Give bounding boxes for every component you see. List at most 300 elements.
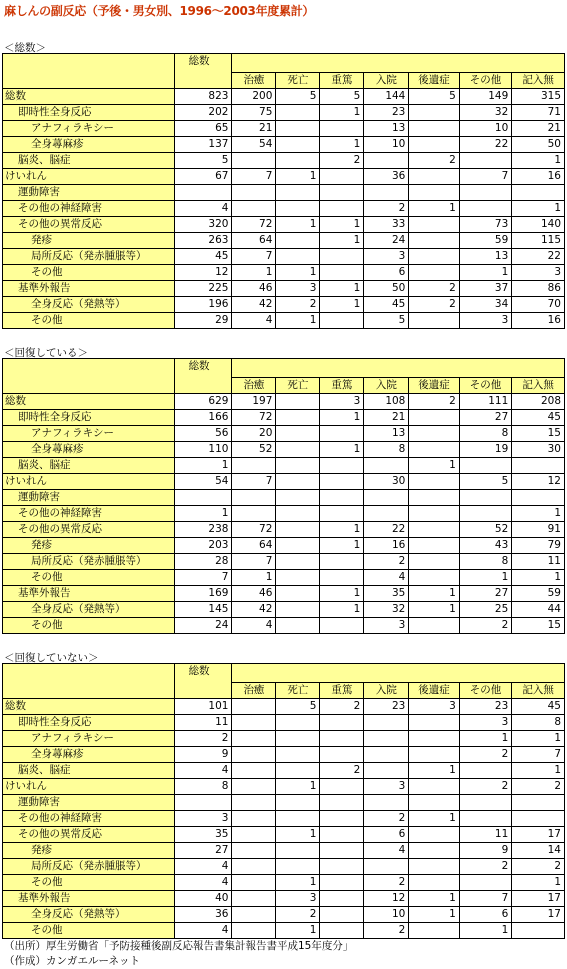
table-cell: 144 <box>364 89 409 105</box>
table-cell <box>232 843 276 859</box>
table-cell <box>320 875 364 891</box>
table-cell: 3 <box>459 313 512 329</box>
table-cell <box>512 811 565 827</box>
table-row <box>3 875 565 891</box>
table-row <box>3 923 565 939</box>
table-cell: 2 <box>320 153 364 169</box>
table-cell <box>276 185 320 201</box>
row-label: アナフィラキシー <box>3 731 175 747</box>
section-label: ＜回復していない＞ <box>4 652 99 664</box>
table-cell: 3 <box>364 249 409 265</box>
table-cell: 2 <box>320 699 364 715</box>
table-cell: 8 <box>364 442 409 458</box>
row-label: 全身反応（発熱等） <box>3 297 175 313</box>
table-cell: 225 <box>174 281 232 297</box>
table-cell <box>232 811 276 827</box>
table-cell: 22 <box>364 522 409 538</box>
table-cell: 16 <box>512 169 565 185</box>
table-cell: 5 <box>459 474 512 490</box>
table-cell: 13 <box>459 249 512 265</box>
table-cell <box>232 779 276 795</box>
table-cell: 35 <box>174 827 232 843</box>
table-cell <box>276 522 320 538</box>
table-cell: 1 <box>320 522 364 538</box>
table-cell: 7 <box>174 570 232 586</box>
table-cell: 1 <box>276 827 320 843</box>
table-cell: 1 <box>459 265 512 281</box>
table-cell: 64 <box>232 233 276 249</box>
table-cell <box>320 249 364 265</box>
table-cell: 196 <box>174 297 232 313</box>
table-cell: 315 <box>512 89 565 105</box>
table-cell <box>320 859 364 875</box>
table-cell: 6 <box>364 827 409 843</box>
table-cell: 203 <box>174 538 232 554</box>
table-cell: 20 <box>232 426 276 442</box>
table-cell: 2 <box>409 394 459 410</box>
table-cell <box>276 121 320 137</box>
table-cell <box>459 201 512 217</box>
table-row <box>3 105 565 121</box>
table-cell <box>320 185 364 201</box>
table-cell <box>320 827 364 843</box>
footer-author: （作成）カンガエルーネット <box>4 955 140 967</box>
table-cell <box>459 185 512 201</box>
table-cell: 21 <box>512 121 565 137</box>
table-cell <box>409 843 459 859</box>
table-cell: 320 <box>174 217 232 233</box>
column-header: 入院 <box>364 378 409 394</box>
table-cell: 16 <box>364 538 409 554</box>
table-cell <box>232 859 276 875</box>
table-cell <box>232 699 276 715</box>
table-cell <box>320 715 364 731</box>
table-cell <box>320 907 364 923</box>
table-cell <box>276 474 320 490</box>
table-cell: 11 <box>459 827 512 843</box>
table-row <box>3 153 565 169</box>
table-cell: 71 <box>512 105 565 121</box>
table-cell <box>276 137 320 153</box>
table-cell: 7 <box>512 747 565 763</box>
table-cell <box>320 747 364 763</box>
table-cell <box>409 554 459 570</box>
table-row <box>3 795 565 811</box>
table-row <box>3 618 565 634</box>
table-cell: 2 <box>276 297 320 313</box>
table-cell <box>232 875 276 891</box>
table-cell <box>409 795 459 811</box>
row-label: その他 <box>3 875 175 891</box>
table-row <box>3 458 565 474</box>
table-cell <box>232 827 276 843</box>
table-cell: 29 <box>174 313 232 329</box>
table-cell <box>276 426 320 442</box>
table-row <box>3 907 565 923</box>
table-cell: 202 <box>174 105 232 121</box>
table-cell: 200 <box>232 89 276 105</box>
table-cell <box>320 474 364 490</box>
header-spacer <box>232 664 565 683</box>
table-cell <box>320 169 364 185</box>
table-row <box>3 731 565 747</box>
table-cell <box>364 458 409 474</box>
table-cell: 7 <box>459 891 512 907</box>
table-cell <box>512 795 565 811</box>
table-cell <box>320 426 364 442</box>
table-cell: 8 <box>512 715 565 731</box>
table-cell <box>409 313 459 329</box>
table-cell: 45 <box>364 297 409 313</box>
table-row <box>3 169 565 185</box>
table-cell: 8 <box>174 779 232 795</box>
table-cell <box>459 811 512 827</box>
row-label: けいれん <box>3 779 175 795</box>
table-row <box>3 827 565 843</box>
table-cell: 5 <box>276 89 320 105</box>
table-cell: 16 <box>512 313 565 329</box>
row-label: その他 <box>3 265 175 281</box>
column-header: 治癒 <box>232 73 276 89</box>
table-cell <box>364 731 409 747</box>
section-label: ＜総数＞ <box>4 42 46 54</box>
table-cell <box>409 875 459 891</box>
table-cell: 35 <box>364 586 409 602</box>
table-cell: 22 <box>512 249 565 265</box>
table-cell <box>409 570 459 586</box>
table-cell: 1 <box>320 586 364 602</box>
table-cell: 3 <box>364 779 409 795</box>
column-header: 記入無 <box>512 683 565 699</box>
table-cell: 3 <box>320 394 364 410</box>
table-cell: 7 <box>232 554 276 570</box>
table-cell: 4 <box>174 923 232 939</box>
row-label: アナフィラキシー <box>3 426 175 442</box>
table-cell: 5 <box>364 313 409 329</box>
table-row <box>3 570 565 586</box>
table-cell: 3 <box>276 281 320 297</box>
table-cell: 3 <box>276 891 320 907</box>
table-cell: 50 <box>364 281 409 297</box>
row-label: 局所反応（発赤腫脹等） <box>3 859 175 875</box>
table-cell: 2 <box>409 297 459 313</box>
table-cell <box>276 602 320 618</box>
table-row <box>3 602 565 618</box>
table-cell: 72 <box>232 217 276 233</box>
table-cell: 79 <box>512 538 565 554</box>
table-cell: 1 <box>276 265 320 281</box>
table-cell: 1 <box>174 458 232 474</box>
table-cell: 1 <box>409 586 459 602</box>
table-cell <box>174 795 232 811</box>
table-row <box>3 843 565 859</box>
table-cell: 23 <box>459 699 512 715</box>
table-cell <box>232 907 276 923</box>
table-cell: 32 <box>364 602 409 618</box>
table-cell <box>409 731 459 747</box>
row-label: 基準外報告 <box>3 891 175 907</box>
table-cell: 1 <box>276 169 320 185</box>
table-cell <box>409 410 459 426</box>
table-cell <box>232 715 276 731</box>
table-cell <box>459 763 512 779</box>
table-cell: 33 <box>364 217 409 233</box>
table-cell: 59 <box>512 586 565 602</box>
table-cell: 42 <box>232 602 276 618</box>
table-row <box>3 811 565 827</box>
column-header: 後遺症 <box>409 378 459 394</box>
table-cell: 22 <box>459 137 512 153</box>
table-cell: 73 <box>459 217 512 233</box>
table-row <box>3 715 565 731</box>
table-cell <box>276 618 320 634</box>
row-label: 全身反応（発熱等） <box>3 602 175 618</box>
table-cell: 17 <box>512 827 565 843</box>
table-cell <box>364 153 409 169</box>
table-cell: 2 <box>512 859 565 875</box>
table-cell: 149 <box>459 89 512 105</box>
table-cell <box>320 506 364 522</box>
table-cell: 6 <box>459 907 512 923</box>
table-cell <box>409 474 459 490</box>
table-cell <box>409 618 459 634</box>
table-cell: 1 <box>409 811 459 827</box>
table-cell <box>320 618 364 634</box>
row-label: アナフィラキシー <box>3 121 175 137</box>
table-cell: 1 <box>174 506 232 522</box>
table-cell <box>174 490 232 506</box>
table-cell <box>276 554 320 570</box>
row-label: 即時性全身反応 <box>3 105 175 121</box>
row-label: 運動障害 <box>3 185 175 201</box>
table-cell: 7 <box>232 169 276 185</box>
column-header: 後遺症 <box>409 683 459 699</box>
table-cell: 140 <box>512 217 565 233</box>
table-cell: 30 <box>364 474 409 490</box>
table-cell: 4 <box>232 313 276 329</box>
table-cell: 44 <box>512 602 565 618</box>
table-cell: 115 <box>512 233 565 249</box>
table-cell <box>320 458 364 474</box>
table-cell: 54 <box>232 137 276 153</box>
column-header: 入院 <box>364 683 409 699</box>
table-row <box>3 394 565 410</box>
row-label: その他の神経障害 <box>3 506 175 522</box>
table-cell: 17 <box>512 907 565 923</box>
table-row <box>3 747 565 763</box>
table-cell <box>320 121 364 137</box>
table-cell <box>364 795 409 811</box>
table-cell: 8 <box>459 554 512 570</box>
column-header: その他 <box>459 683 512 699</box>
table-cell <box>409 233 459 249</box>
table-cell <box>364 859 409 875</box>
row-label: 発疹 <box>3 843 175 859</box>
column-header: 死亡 <box>276 73 320 89</box>
table-cell <box>409 715 459 731</box>
column-header: 重篤 <box>320 73 364 89</box>
table-cell: 6 <box>364 265 409 281</box>
table-cell: 1 <box>276 217 320 233</box>
table-cell: 1 <box>409 458 459 474</box>
table-cell: 110 <box>174 442 232 458</box>
table-cell <box>320 811 364 827</box>
table-cell <box>409 137 459 153</box>
header-spacer <box>232 359 565 378</box>
table-cell: 45 <box>174 249 232 265</box>
table-cell: 2 <box>364 201 409 217</box>
table-cell: 21 <box>364 410 409 426</box>
table-cell: 2 <box>364 811 409 827</box>
table-cell: 9 <box>459 843 512 859</box>
column-header: 死亡 <box>276 378 320 394</box>
table-cell <box>320 554 364 570</box>
table-cell: 2 <box>364 923 409 939</box>
table-cell: 1 <box>512 763 565 779</box>
table-cell: 54 <box>174 474 232 490</box>
table-cell: 70 <box>512 297 565 313</box>
table-cell: 2 <box>364 875 409 891</box>
table-cell: 12 <box>364 891 409 907</box>
table-row <box>3 891 565 907</box>
table-cell <box>276 731 320 747</box>
table-cell <box>232 795 276 811</box>
row-label: 脳炎、脳症 <box>3 458 175 474</box>
column-header: その他 <box>459 378 512 394</box>
table-cell: 36 <box>174 907 232 923</box>
table-cell: 238 <box>174 522 232 538</box>
column-header: 死亡 <box>276 683 320 699</box>
table-cell: 3 <box>174 811 232 827</box>
row-label: 脳炎、脳症 <box>3 763 175 779</box>
table-cell: 32 <box>459 105 512 121</box>
table-cell: 1 <box>276 875 320 891</box>
table-row <box>3 586 565 602</box>
table-cell: 2 <box>409 281 459 297</box>
table-cell: 4 <box>232 618 276 634</box>
table-cell: 1 <box>320 410 364 426</box>
row-label: その他の異常反応 <box>3 522 175 538</box>
column-header: 記入無 <box>512 378 565 394</box>
table-row <box>3 121 565 137</box>
table-cell <box>409 923 459 939</box>
column-header: 記入無 <box>512 73 565 89</box>
table-cell <box>276 747 320 763</box>
table-cell <box>409 490 459 506</box>
table-cell <box>320 843 364 859</box>
table-cell: 27 <box>459 586 512 602</box>
table-cell <box>232 506 276 522</box>
table-cell <box>409 185 459 201</box>
table-recovered <box>2 358 565 634</box>
table-row <box>3 89 565 105</box>
table-cell: 24 <box>364 233 409 249</box>
table-cell <box>409 426 459 442</box>
table-cell: 50 <box>512 137 565 153</box>
table-row <box>3 474 565 490</box>
table-cell: 13 <box>364 426 409 442</box>
column-header: その他 <box>459 73 512 89</box>
table-row <box>3 185 565 201</box>
table-cell: 1 <box>276 313 320 329</box>
table-cell: 137 <box>174 137 232 153</box>
table-cell: 37 <box>459 281 512 297</box>
header-blank-cell <box>3 359 175 394</box>
table-cell <box>459 490 512 506</box>
row-label: 全身蕁麻疹 <box>3 747 175 763</box>
table-row <box>3 201 565 217</box>
table-cell <box>409 538 459 554</box>
table-row <box>3 490 565 506</box>
table-cell <box>232 490 276 506</box>
table-cell: 197 <box>232 394 276 410</box>
table-total <box>2 53 565 329</box>
column-header-total: 総数 <box>174 54 232 89</box>
table-cell <box>276 763 320 779</box>
column-header: 治癒 <box>232 378 276 394</box>
table-cell: 72 <box>232 410 276 426</box>
table-cell: 64 <box>232 538 276 554</box>
row-label: その他の異常反応 <box>3 217 175 233</box>
row-label: 総数 <box>3 89 175 105</box>
table-cell <box>232 891 276 907</box>
table-cell <box>276 795 320 811</box>
table-cell <box>459 795 512 811</box>
table-cell: 10 <box>364 907 409 923</box>
table-cell <box>512 185 565 201</box>
table-cell: 14 <box>512 843 565 859</box>
table-row <box>3 506 565 522</box>
table-cell <box>409 506 459 522</box>
table-cell <box>409 121 459 137</box>
table-cell: 4 <box>174 859 232 875</box>
table-cell <box>232 185 276 201</box>
table-cell: 30 <box>512 442 565 458</box>
table-cell <box>409 859 459 875</box>
table-cell: 11 <box>512 554 565 570</box>
table-cell: 12 <box>512 474 565 490</box>
table-cell <box>409 779 459 795</box>
table-cell: 4 <box>174 875 232 891</box>
table-cell: 1 <box>409 602 459 618</box>
table-cell: 24 <box>174 618 232 634</box>
table-cell <box>276 811 320 827</box>
table-cell <box>320 923 364 939</box>
row-label: 総数 <box>3 699 175 715</box>
table-cell <box>409 522 459 538</box>
table-cell: 111 <box>459 394 512 410</box>
table-cell: 4 <box>174 201 232 217</box>
table-cell: 1 <box>320 137 364 153</box>
table-cell <box>232 458 276 474</box>
table-cell: 52 <box>459 522 512 538</box>
table-cell: 72 <box>232 522 276 538</box>
table-row <box>3 763 565 779</box>
table-row <box>3 442 565 458</box>
table-cell: 40 <box>174 891 232 907</box>
table-cell: 46 <box>232 281 276 297</box>
table-cell: 1 <box>512 201 565 217</box>
column-header-total: 総数 <box>174 664 232 699</box>
table-cell: 45 <box>512 410 565 426</box>
table-cell: 169 <box>174 586 232 602</box>
table-row <box>3 249 565 265</box>
table-cell <box>232 763 276 779</box>
table-cell <box>276 153 320 169</box>
table-row <box>3 281 565 297</box>
table-cell <box>276 410 320 426</box>
table-cell: 263 <box>174 233 232 249</box>
